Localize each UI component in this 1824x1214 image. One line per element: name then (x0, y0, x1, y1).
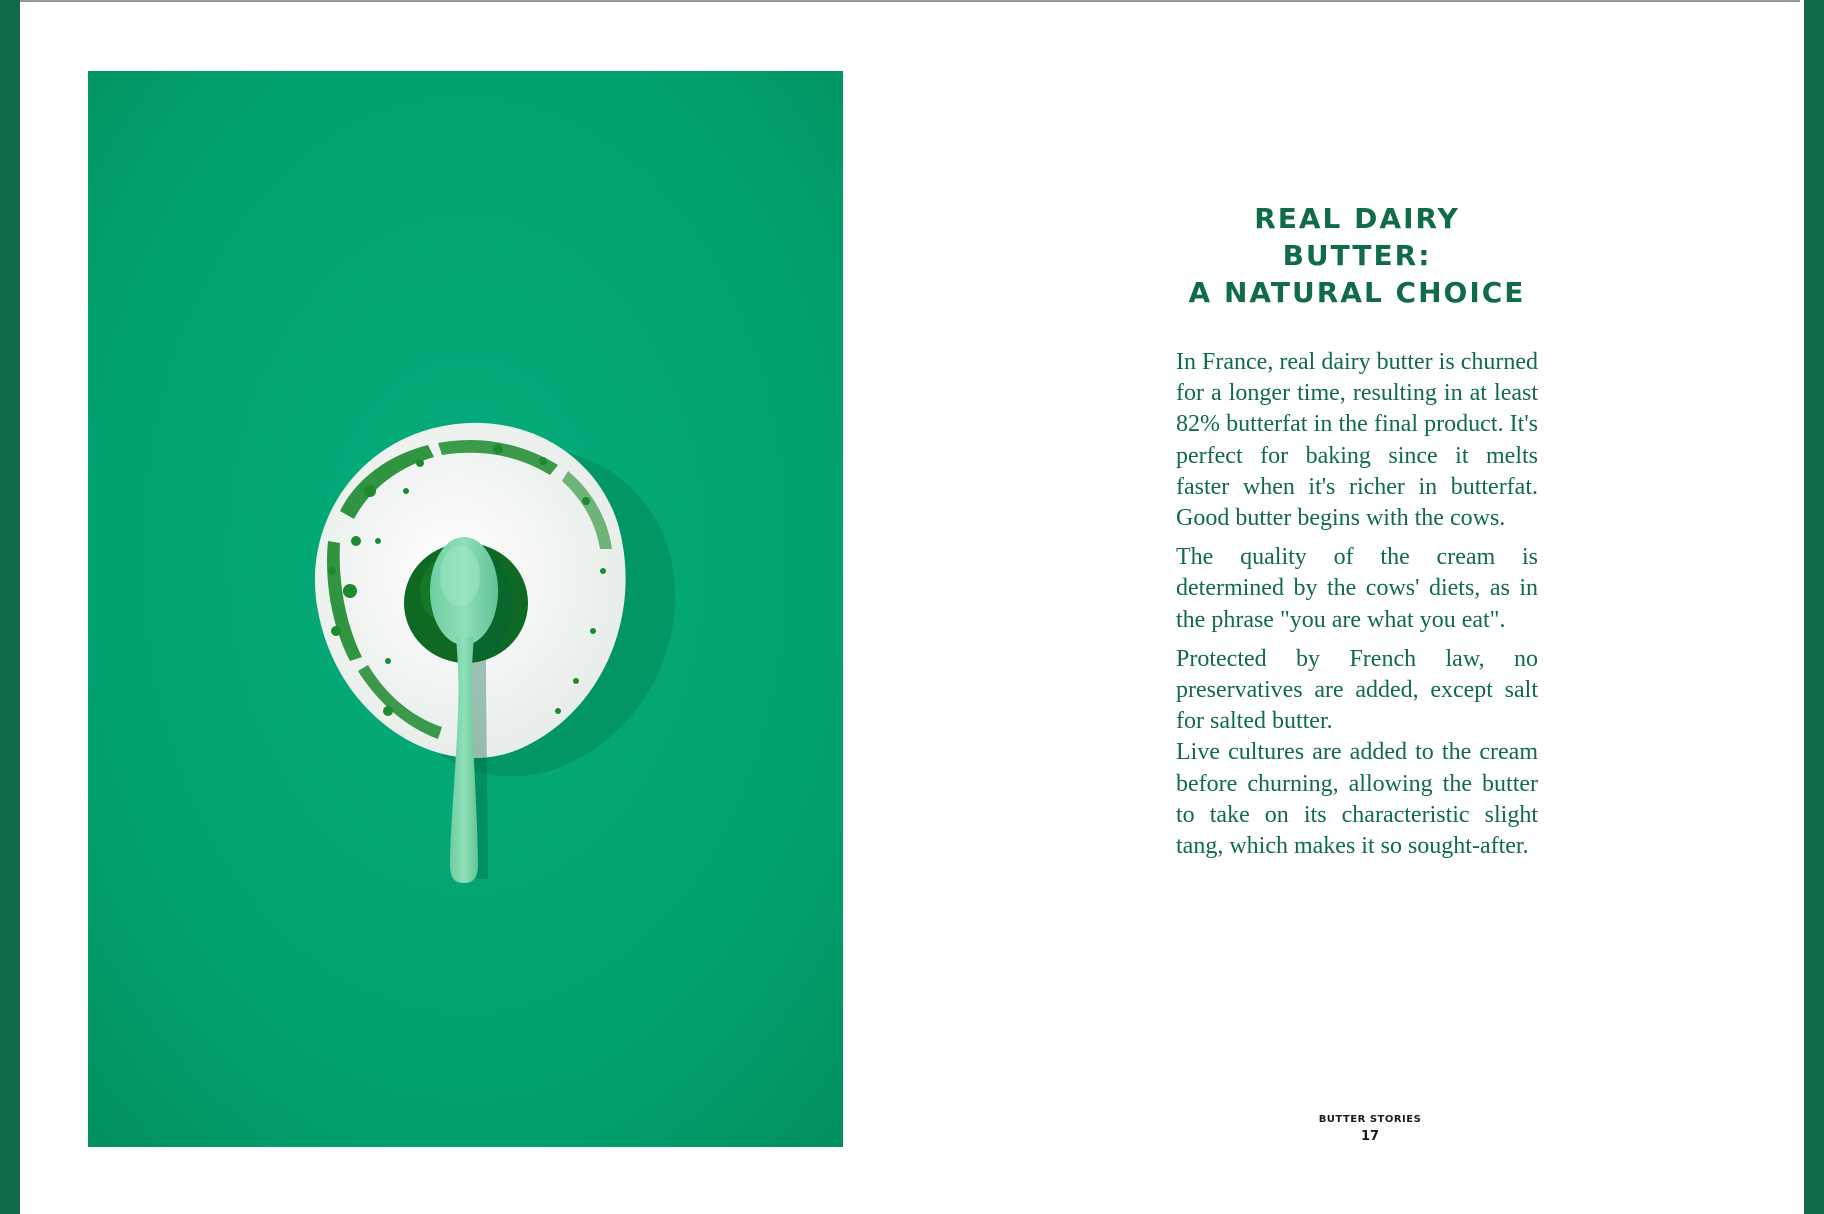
paragraph-1: In France, real dairy butter is churned for a longer time, resulting in at least 82% butterfat in the final product. It's perfect for baking since it melts faster when it's richer in butterfat. Good butter begins with the cows. (1176, 349, 1538, 532)
paragraph-2: The quality of the cream is determined by the cows' diets, as in the phrase "you are what you eat". (1176, 544, 1538, 633)
left-page-edge (0, 0, 20, 1214)
paragraph-3: Protected by French law, no preservatives are added, except salt for salted butter. (1176, 645, 1538, 735)
plate-with-spoon-illustration (88, 71, 843, 1147)
butter-photo (88, 71, 843, 1147)
title-line-2: A NATURAL CHOICE (1188, 276, 1526, 309)
page-footer (1270, 1113, 1470, 1147)
article-title (1176, 200, 1538, 311)
page-number: 17 (1360, 1129, 1380, 1144)
title-line-1: REAL DAIRY BUTTER: (1254, 202, 1460, 272)
top-border (0, 0, 1824, 2)
right-page-edge (1804, 0, 1824, 1214)
paragraph-4: Live cultures are added to the cream before churning, allowing the butter to take on its characteristic slight tang, which makes it so sought-after. (1176, 739, 1538, 860)
article-column (1176, 200, 1538, 870)
publication-name: BUTTER STORIES (1318, 1114, 1422, 1125)
